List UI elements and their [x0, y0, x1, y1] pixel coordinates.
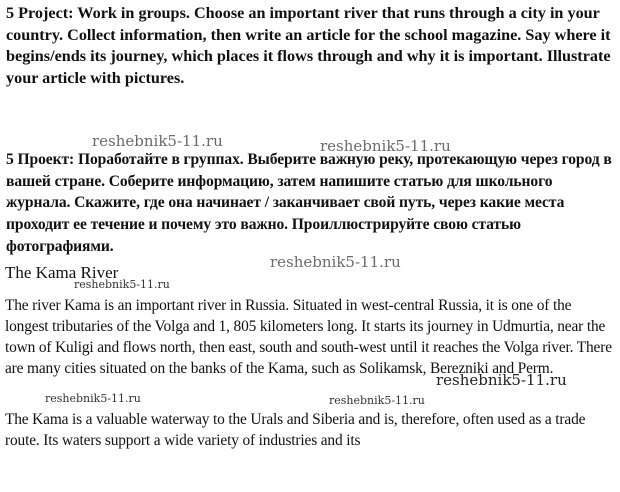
task-english: 5 Project: Work in groups. Choose an important river that runs through a city in your country. Collect information, then write an article for the school magazine. Say where it begins/ends its journey, which places it flows through and why it is important. Illustrate your article with pictures.	[6, 4, 611, 87]
watermark: reshebnik5-11.ru	[270, 253, 401, 271]
article-paragraph-2: The Kama is a valuable waterway to the Urals and Siberia and is, therefore, often used as a trade route. Its waters support a wide variety of industries and its	[5, 411, 586, 449]
watermark: reshebnik5-11.ru	[320, 137, 451, 155]
watermark: reshebnik5-11.ru	[74, 278, 170, 291]
article-paragraph-1: The river Kama is an important river in Russia. Situated in west-central Russia, it is one of the longest tributaries of the Volga and 1, 805 kilometers long. It starts its journey in Udmurtia, near the town of Kuligi and flows north, then east, south and south-west until it reaches the Volga river. There are many cities situated on the banks of the Kama, such as Solikamsk, Berezniki and Perm.	[5, 297, 612, 377]
watermark: reshebnik5-11.ru	[45, 392, 141, 405]
article-title: The Kama River	[5, 263, 119, 282]
watermark: reshebnik5-11.ru	[92, 132, 223, 150]
watermark: reshebnik5-11.ru	[329, 394, 425, 407]
watermark: reshebnik5-11.ru	[436, 371, 567, 389]
task-russian: 5 Проект: Поработайте в группах. Выберите важную реку, протекающую через город в вашей стране. Соберите информацию, затем напишите статью для школьного журнала. Скажите, где она начинает / заканчивает свой путь, через какие места проходит ее течение и почему это важно. Проиллюстрируйте свою статью фотографиями.	[6, 151, 612, 255]
